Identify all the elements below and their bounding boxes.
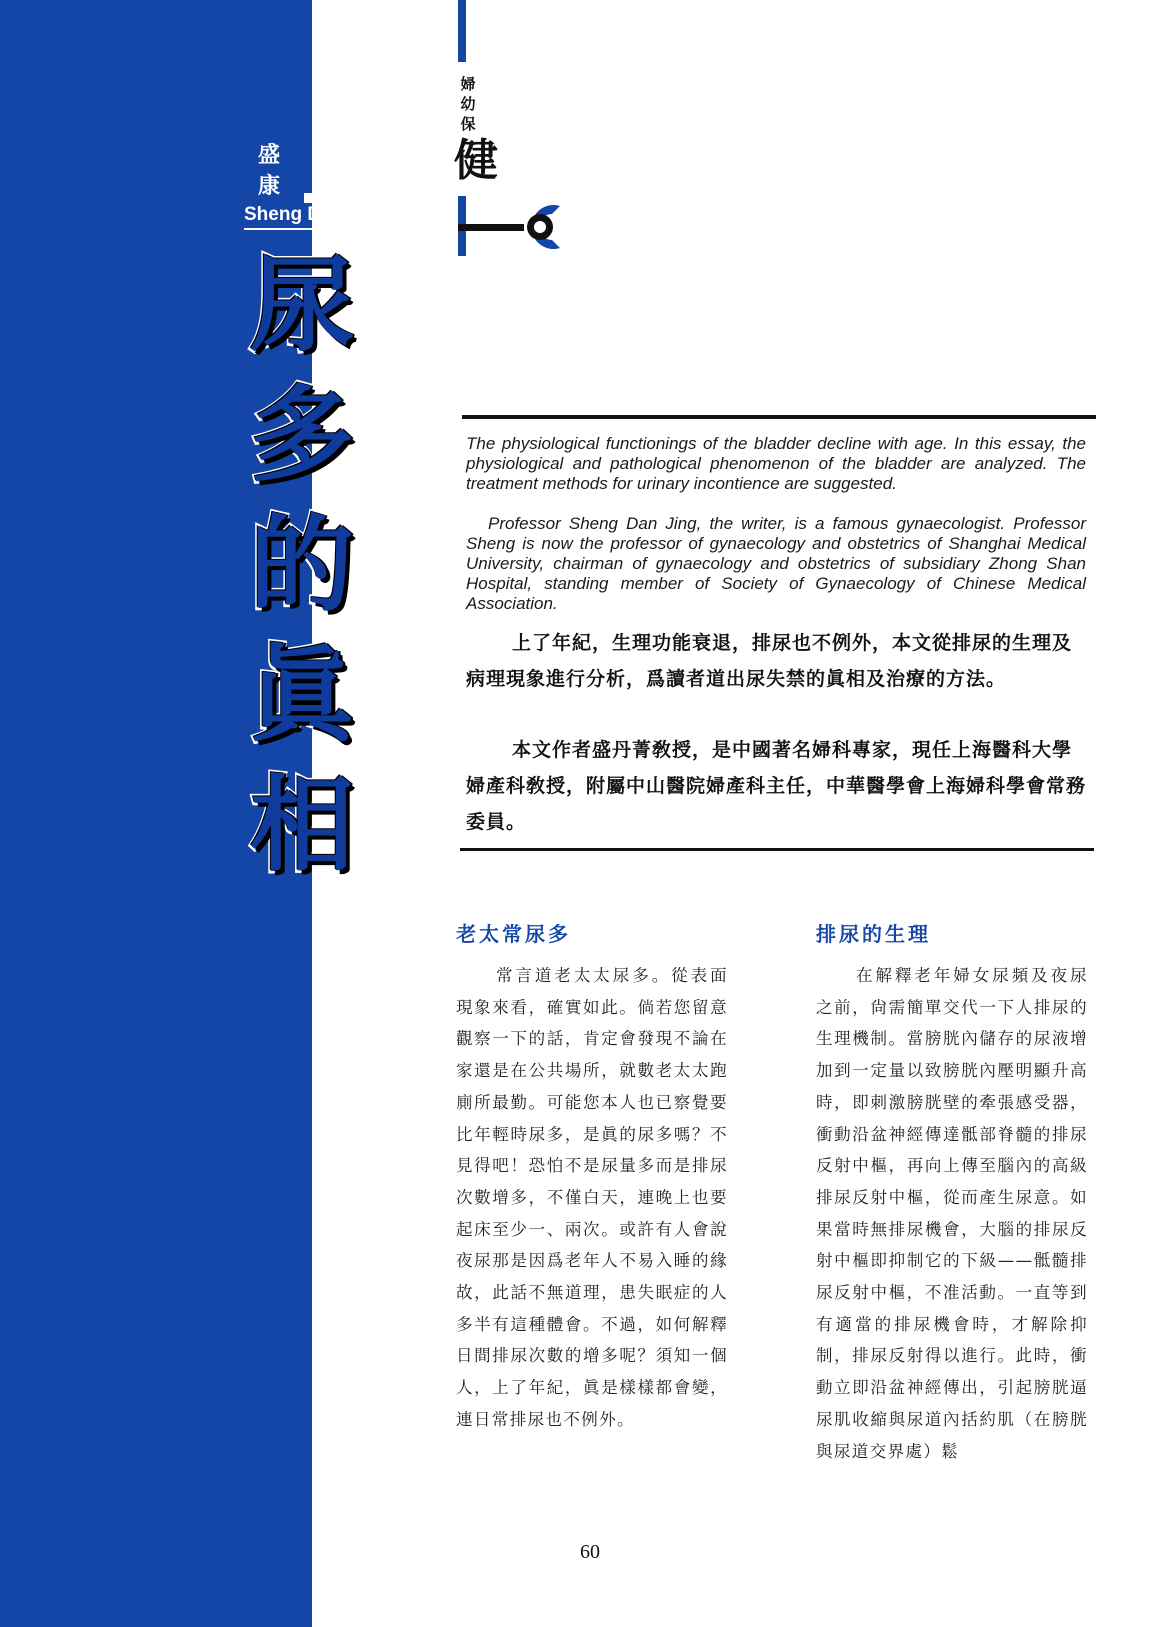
section-heading: 排尿的生理 [816,922,931,946]
page-number: 60 [580,1541,600,1563]
section-label-char: 婦 [460,75,476,93]
body-column-left [456,918,728,1436]
author-name-en: Sheng Dan Jing [244,204,384,230]
section-title-char: 健 [454,135,498,186]
body-column-right [816,918,1088,1467]
body-text: 在解釋老年婦女尿頻及夜尿之前，尙需簡單交代一下人排尿的生理機制。當膀胱內儲存的尿液增加到一定量以致膀胱內壓明顯升高時，即刺激膀胱壁的牽張感受器，衝動沿盆神經傳達骶部脊髓的排尿反射中樞，再向上傳至腦內的高級排尿反射中樞，從而產生尿意。如果當時無排尿機會，大腦的排尿反射中樞即抑制它的下級——骶髓排尿反射中樞，不准活動。一直等到有適當的排尿機會時，才解除抑制，排尿反射得以進行。此時，衝動立即沿盆神經傳出，引起膀胱逼尿肌收縮與尿道內括約肌（在膀胱與尿道交界處）鬆 [816,966,1088,1461]
summary-cn-paragraph: 上了年紀，生理功能衰退，排尿也不例外，本文從排尿的生理及病理現象進行分析，爲讀者道出尿失禁的眞相及治療的方法。 [466,632,1073,690]
title-char: 眞 [249,634,354,756]
title-char: 多 [249,374,354,496]
abstract-en-paragraph: The physiological functionings of the bladder decline with age. In this essay, the physiological and pathological phenomenon of the bladder are analyzed. The treatment methods for urinary incontience are suggested. [466,434,1086,493]
body-text: 常言道老太太尿多。從表面現象來看，確實如此。倘若您留意觀察一下的話，肯定會發現不論在家還是在公共場所，就數老太太跑廁所最勤。可能您本人也已察覺要比年輕時尿多，是眞的尿多嗎？不見得吧！恐怕不是尿量多而是排尿次數增多，不僅白天，連晚上也要起床至少一、兩次。或許有人會說夜尿那是因爲老年人不易入睡的緣故，此話不無道理，患失眠症的人多半有這種體會。不過，如何解釋日間排尿次數的增多呢？須知一個人，上了年紀，眞是樣樣都會變，連日常排尿也不例外。 [456,966,728,1429]
article-title [246,245,366,895]
title-char: 尿 [249,244,354,366]
summary-cn-paragraph: 本文作者盛丹菁敎授，是中國著名婦科專家，現任上海醫科大學婦產科敎授，附屬中山醫院婦產科主任，中華醫學會上海婦科學會常務委員。 [466,739,1087,833]
title-char: 的 [249,504,354,626]
section-heading: 老太常尿多 [456,922,571,946]
abstract-top-rule [462,415,1096,419]
section-label-char: 保 [460,115,476,133]
title-char: 相 [249,764,354,886]
author-name-cn: 盛 丹 康 [258,143,352,199]
abstract-bottom-rule [460,848,1094,851]
section-rule-vertical [458,0,466,62]
hc-logo-icon [456,196,584,260]
decorative-square [304,193,314,203]
abstract-en-paragraph: Professor Sheng Dan Jing, the writer, is a famous gynaecologist. Professor Sheng is now the professor of gynaecology and obstetrics of Shanghai Medical University, chairman of gynaecology and obstetrics of subsidiary Zhong Shan Hospital, standing member of Society of Gynaecology of Chinese Medical Association. [466,514,1086,613]
section-label [459,74,477,134]
author-block [244,138,388,230]
section-label-char: 幼 [460,95,476,113]
